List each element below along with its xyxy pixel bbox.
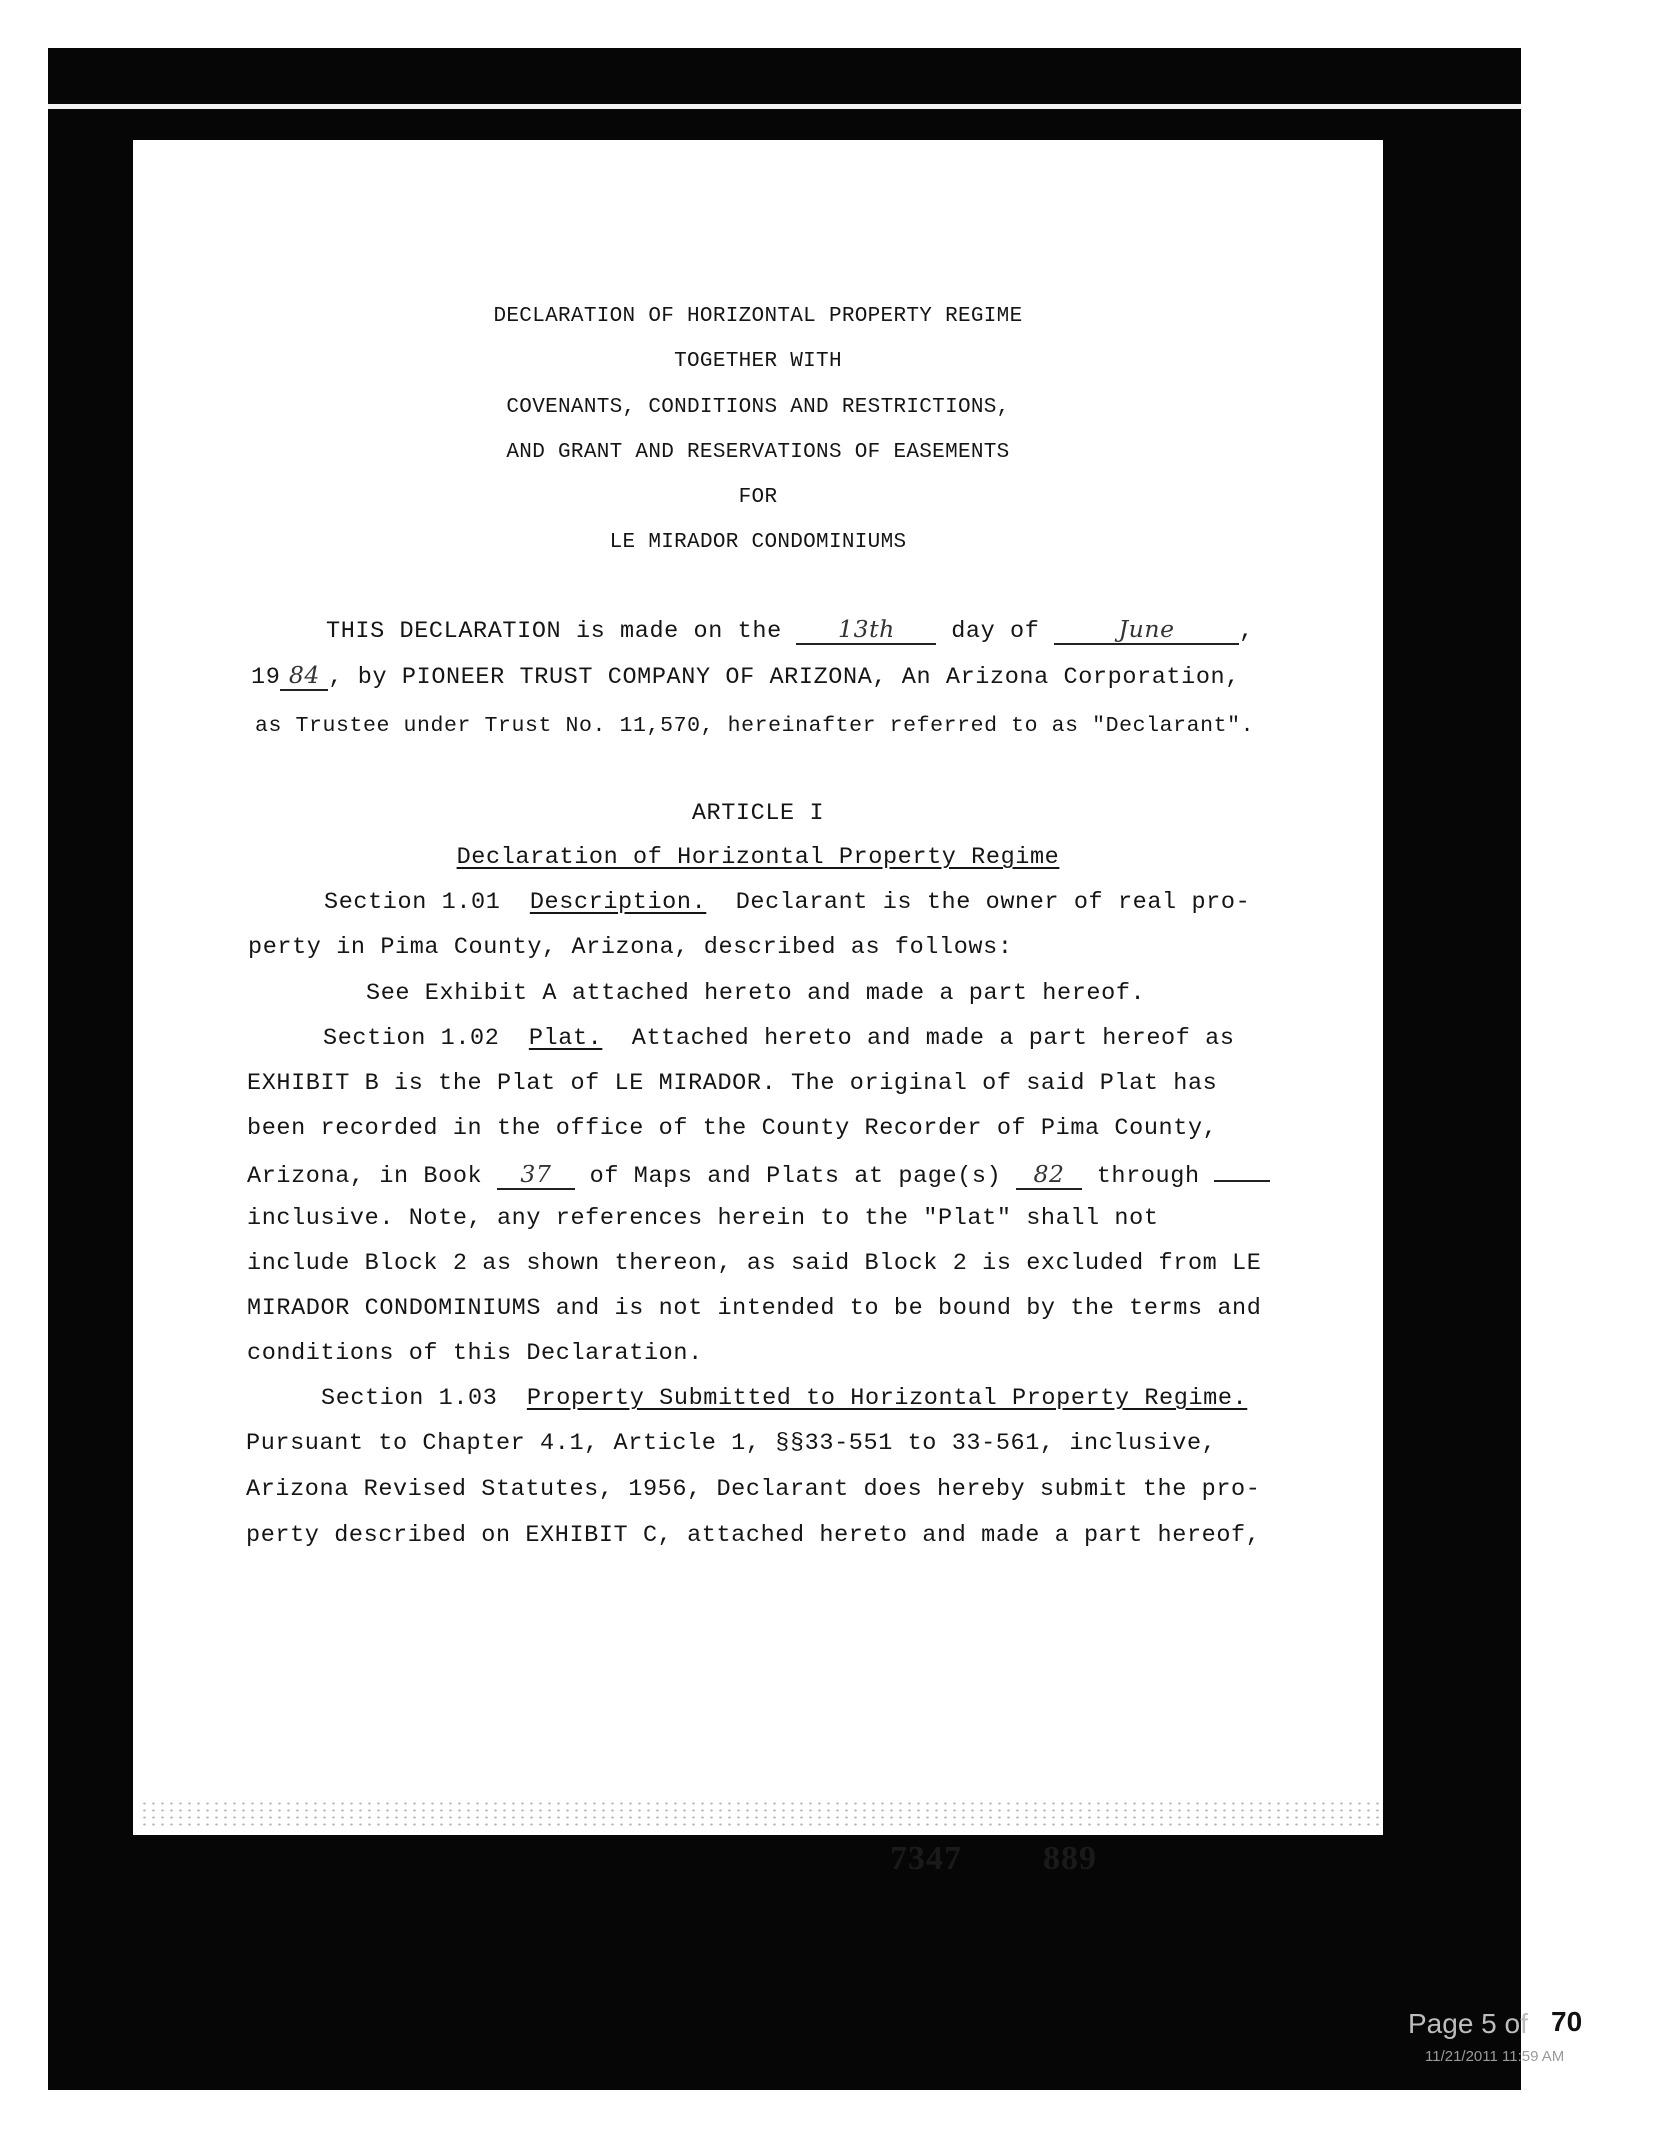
article-heading: ARTICLE I	[691, 800, 825, 827]
title-line-2: TOGETHER WITH	[674, 350, 842, 373]
section-text: Arizona, in Book	[247, 1163, 483, 1190]
footer-page-total: 70	[1551, 2006, 1583, 2037]
intro-line-2	[251, 661, 1240, 691]
section-title: Description.	[529, 889, 707, 916]
section-1-02-line-4	[247, 1160, 1270, 1190]
footer-timestamp: 11/21/2011 11:59 AM	[1425, 2048, 1565, 2065]
section-1-02-line-5: inclusive. Note, any references herein to the "Plat" shall not	[247, 1205, 1159, 1232]
scan-top-rule	[48, 104, 1521, 109]
intro-line-3: as Trustee under Trust No. 11,570, hereinafter referred to as "Declarant".	[255, 714, 1255, 738]
section-1-02-line-7: MIRADOR CONDOMINIUMS and is not intended to be bound by the terms and	[247, 1295, 1262, 1322]
section-1-02-line-8: conditions of this Declaration.	[247, 1340, 703, 1367]
recording-number-left: 7347	[890, 1840, 962, 1877]
section-1-02-line-3: been recorded in the office of the County Recorder of Pima County,	[247, 1115, 1218, 1142]
through-field	[1214, 1180, 1270, 1182]
section-1-03-line-2: Pursuant to Chapter 4.1, Article 1, §§33-551 to 33-561, inclusive,	[246, 1430, 1217, 1457]
intro-text: , by PIONEER TRUST COMPANY OF ARIZONA, An Arizona Corporation,	[328, 664, 1240, 691]
section-text: of Maps and Plats at page(s)	[589, 1163, 1002, 1190]
section-1-01-line-3: See Exhibit A attached hereto and made a part hereof.	[366, 980, 1146, 1007]
section-1-01-line-1	[324, 889, 1250, 916]
title-line-5: FOR	[738, 486, 778, 509]
section-1-03-line-4: perty described on EXHIBIT C, attached hereto and made a part hereof,	[246, 1522, 1261, 1549]
title-line-6: LE MIRADOR CONDOMINIUMS	[609, 531, 907, 554]
title-line-4: AND GRANT AND RESERVATIONS OF EASEMENTS	[506, 441, 1010, 464]
section-1-02-line-6: include Block 2 as shown thereon, as said Block 2 is excluded from LE	[247, 1250, 1262, 1277]
section-1-02-line-2: EXHIBIT B is the Plat of LE MIRADOR. The original of said Plat has	[247, 1070, 1218, 1097]
section-text: Attached hereto and made a part hereof as	[631, 1025, 1235, 1052]
scan-noise	[140, 1800, 1380, 1830]
day-field: 13th	[796, 615, 936, 645]
section-number: Section 1.03	[321, 1385, 498, 1412]
intro-text: day of	[951, 618, 1040, 645]
recording-number-right: 889	[1043, 1840, 1097, 1877]
title-line-3: COVENANTS, CONDITIONS AND RESTRICTIONS,	[506, 396, 1010, 419]
section-1-02-line-1	[323, 1025, 1235, 1052]
intro-line-1	[326, 615, 1254, 645]
intro-text: ,	[1239, 618, 1254, 645]
section-title: Plat.	[528, 1025, 603, 1052]
footer-page-label: Page 5 of	[1408, 2008, 1528, 2039]
section-1-03-line-1	[321, 1385, 1247, 1412]
month-field: June	[1054, 615, 1239, 645]
book-field: 37	[497, 1160, 575, 1190]
section-text: Declarant is the owner of real pro-	[735, 889, 1251, 916]
section-text: through	[1096, 1163, 1200, 1190]
article-subheading: Declaration of Horizontal Property Regime	[456, 844, 1060, 871]
section-number: Section 1.01	[324, 889, 501, 916]
year-field: 84	[280, 661, 328, 691]
document-page	[133, 140, 1383, 1877]
section-1-03-line-3: Arizona Revised Statutes, 1956, Declarant does hereby submit the pro-	[246, 1476, 1261, 1503]
title-line-1: DECLARATION OF HORIZONTAL PROPERTY REGIME	[493, 305, 1023, 328]
intro-text: THIS DECLARATION is made on the	[326, 618, 782, 645]
section-1-01-line-2: perty in Pima County, Arizona, described as follows:	[248, 934, 1013, 961]
page-field: 82	[1016, 1160, 1082, 1190]
section-title: Property Submitted to Horizontal Property Regime.	[526, 1385, 1248, 1412]
section-number: Section 1.02	[323, 1025, 500, 1052]
intro-text: 19	[251, 664, 281, 691]
